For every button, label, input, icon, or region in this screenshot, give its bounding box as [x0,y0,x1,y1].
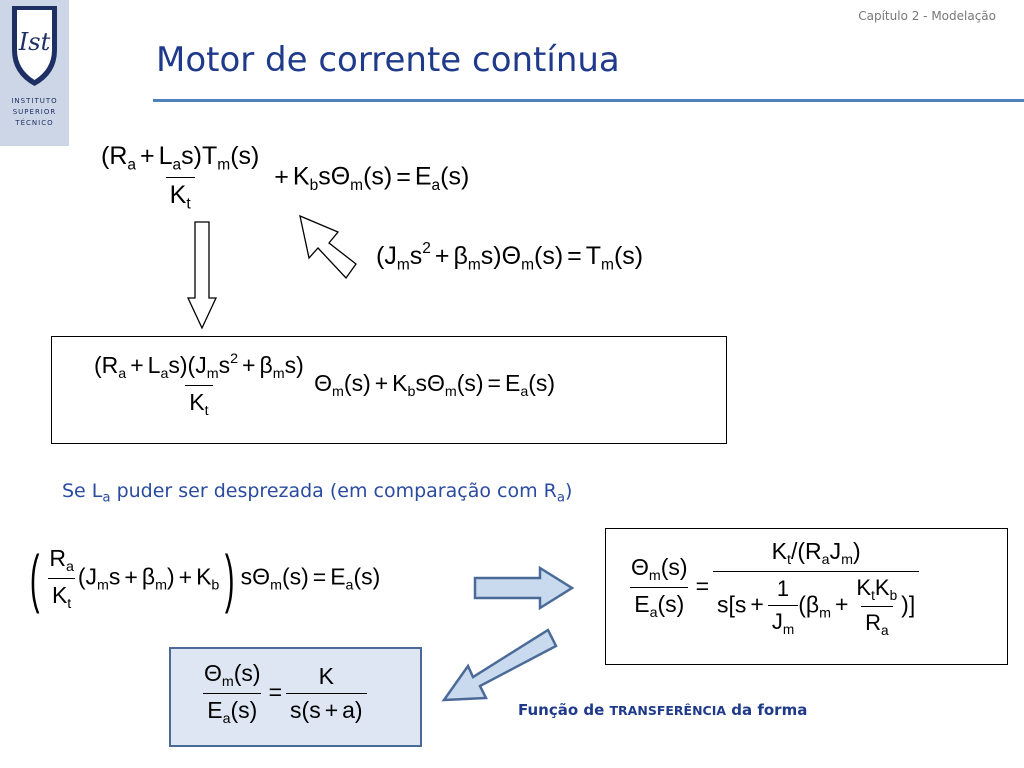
caption-caps: TRANSFERÊNCIA [609,703,727,718]
up-left-arrow-icon [300,216,356,278]
note-text: puder ser desprezada (em comparação com R [110,480,557,502]
fraction: $\frac{\Theta_m(s)}{E_a(s)}$ [631,554,688,622]
svg-text:Ist: Ist [18,28,51,56]
caption-text: da forma [726,701,808,719]
fraction: $\frac{(R_a + L_as)T_m(s)}{K_t}$ [101,142,260,213]
equation-simplified: ( $\frac{R_a}{K_t}$ $(J_ms + \beta_m) + K_b$) $s\Theta_m(s) = E_a(s)$ [29,542,381,615]
right-arrow-icon [475,568,572,608]
fraction: $\frac{\Theta_m(s)}{E_a(s)}$ [204,660,261,727]
slide-title: Motor de corrente contínua [156,40,620,80]
transfer-function-equation: $\frac{\Theta_m(s)}{E_a(s)}$ = $K_t/(R_aJ_m)$ s[s + $\frac{1}{J_m}$ ($\beta_m$ + $\frac{K_tK_b}{R_a}$ )] [627,538,919,638]
logo-line-1: INSTITUTO [11,97,58,105]
fraction: $\frac{K}{s(s + a)}$ [286,663,367,724]
down-left-arrow-icon [444,630,556,700]
note-subscript: a [102,490,111,506]
standard-form-equation: $\frac{\Theta_m(s)}{E_a(s)}$ = $\frac{K}{s(s + a)}$ [200,660,367,727]
logo-line-2: SUPERIOR [12,108,57,116]
fraction: $\frac{(R_a + L_as)(J_ms^2 + \beta_ms)}{K_t}$ [94,351,304,419]
equation-mechanical: $(J_ms^2 + \beta_ms)\Theta_m(s) = T_m(s)$ [376,240,644,274]
equation-electrical: $\frac{(R_a + L_as)T_m(s)}{K_t}$ + $K_bs\Theta_m(s) = E_a(s)$ [97,142,469,214]
note-subscript: a [556,490,565,506]
note-text: ) [564,480,573,502]
fraction: $K_t/(R_aJ_m)$ s[s + $\frac{1}{J_m}$ ($\beta_m$ + $\frac{K_tK_b}{R_a}$ )] [713,538,919,638]
equation-combined: $\frac{(R_a + L_as)(J_ms^2 + \beta_ms)}{K_t}$ $\Theta_m(s) + K_bs\Theta_m(s) = E_a(s)$ [90,351,555,419]
chapter-label: Capítulo 2 - Modelação [858,9,996,23]
fraction: $\frac{R_a}{K_t}$ [49,545,74,612]
down-arrow-icon [188,222,216,328]
logo-line-3: TÉCNICO [15,119,54,127]
note-text: Se L [62,480,103,502]
caption-text: Função de [518,701,610,719]
